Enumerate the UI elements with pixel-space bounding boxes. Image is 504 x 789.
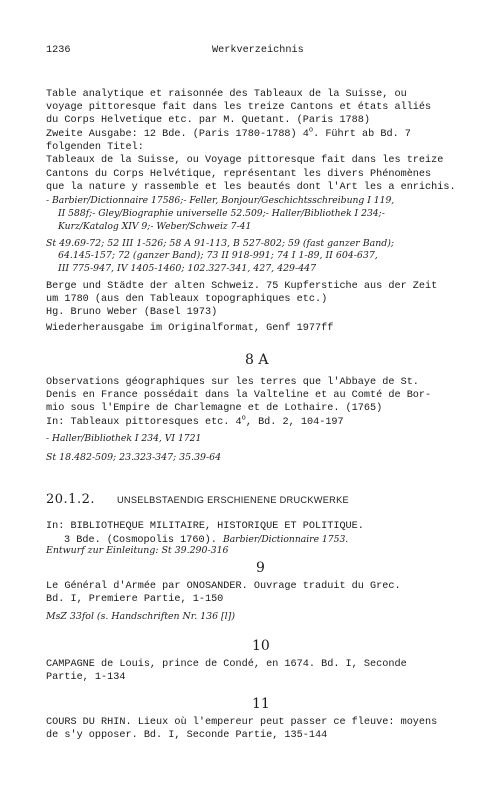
reference-line: - Barbier/Dictionnaire 17586;- Feller, Bonjour/Geschichtsschreibung I 119,: [46, 195, 395, 206]
handwritten-line: St 49.69-72; 52 III 1-526; 58 A 91-113, B 527-802; 59 (fast ganzer Band);: [46, 238, 395, 249]
entry-line: Bd. I, Premiere Partie, 1-150: [46, 594, 224, 606]
entry-10-text: [46, 658, 407, 684]
entry-line: de s'y opposer. Bd. I, Seconde Partie, 135-144: [46, 730, 328, 742]
reprint-line: Hg. Bruno Weber (Basel 1973): [46, 307, 218, 319]
second-edition-title-line: que la nature y rassemble et les beautés dont l'Art les a enrichis.: [46, 181, 456, 193]
section-source: [46, 520, 364, 547]
entry-in-text: In: Tableaux pittoresques etc. 4: [46, 416, 242, 428]
section-heading: [46, 490, 349, 508]
entry-line: Partie, 1-134: [46, 672, 126, 684]
entry-line: mio sous l'Empire de Charlemagne et de Lothaire. (1765): [46, 403, 383, 415]
entry-title-line: voyage pittoresque fait dans les treize Cantons et états alliés: [46, 102, 432, 114]
format-superscript: o: [308, 126, 314, 135]
entry-line: Le Général d'Armée par ONOSANDER. Ouvrage traduit du Grec.: [46, 581, 401, 592]
section-title: UNSELBSTAENDIG ERSCHIENENE DRUCKWERKE: [116, 495, 349, 505]
source-line: In: BIBLIOTHEQUE MILITAIRE, HISTORIQUE ET POLITIQUE.: [46, 521, 364, 532]
reference-line: II 588f;- Gley/Biographie universelle 52.509;- Haller/Bibliothek I 234;-: [58, 208, 385, 220]
entry-number: 10: [252, 638, 270, 654]
bibliographic-references: [46, 194, 394, 234]
reference-line: Kurz/Katalog XIV 9;- Weber/Schweiz 7-41: [58, 221, 252, 233]
second-edition-line: folgenden Titel:: [46, 142, 144, 154]
facsimile-line: Wiederherausgabe im Originalformat, Genf 1977ff: [46, 323, 334, 334]
entry-title-line: du Corps Helvetique etc. par M. Quetant. (Paris 1788): [46, 115, 371, 127]
reprint-line: um 1780 (aus den Tableaux topographiques etc.): [46, 294, 328, 306]
entry-number: 9: [256, 560, 265, 576]
second-edition: [46, 128, 456, 194]
page-number: 1236: [46, 45, 71, 56]
source-reference: Barbier/Dictionnaire 1753.: [222, 534, 349, 546]
second-edition-text: Zweite Ausgabe: 12 Bde. (Paris 1780-1788) 4: [46, 129, 309, 140]
handwritten-line: 64.145-157; 72 (ganzer Band); 73 II 918-991; 74 I 1-89, II 604-637,: [58, 250, 378, 262]
handwritten-annotation: Entwurf zur Einleitung: St 39.290-316: [46, 545, 229, 556]
reprint-entry: [46, 280, 437, 320]
entry-line: [46, 416, 431, 429]
second-edition-title-line: Cantons du Corps Helvétique, représentant les divers Phénomènes: [46, 168, 432, 180]
section-number: 20.1.2.: [46, 492, 95, 507]
entry-in-text: , Bd. 2, 104-197: [245, 416, 344, 428]
second-edition-line: [46, 128, 456, 141]
handwritten-annotation: [46, 238, 394, 275]
entry-line: CAMPAGNE de Louis, prince de Condé, en 1674. Bd. I, Seconde: [46, 659, 407, 670]
entry-8a-reference: [46, 432, 201, 445]
reprint-line: Berge und Städte der alten Schweiz. 75 Kupferstiche aus der Zeit: [46, 281, 438, 292]
handwritten-annotation: St 18.482-509; 23.323-347; 35.39-64: [46, 452, 222, 463]
entry-line: Denis en France possédait dans la Valteline et au Comté de Bor-: [46, 390, 432, 402]
running-title: Werkverzeichnis: [212, 45, 304, 56]
entry-title-line: Table analytique et raisonnée des Tableaux de la Suisse, ou: [46, 89, 407, 100]
entry-8a-text: [46, 376, 431, 429]
reference-line: - Haller/Bibliothek I 234, VI 1721: [46, 433, 202, 444]
handwritten-annotation: MsZ 33fol (s. Handschriften Nr. 136 [l]): [46, 611, 235, 622]
entry-number: 8 A: [245, 352, 269, 368]
source-volumes: 3 Bde. (Cosmopolis 1760).: [64, 535, 223, 547]
entry-number: 11: [252, 696, 270, 712]
entry-title: [46, 88, 431, 128]
entry-line: Observations géographiques sur les terres que l'Abbaye de St.: [46, 377, 419, 388]
second-edition-title-line: Tableaux de la Suisse, ou Voyage pittoresque fait dans les treize: [46, 155, 444, 167]
format-superscript: o: [241, 414, 246, 423]
entry-9-text: [46, 580, 401, 606]
second-edition-text: . Führt ab Bd. 7: [313, 129, 411, 140]
entry-11-text: [46, 716, 437, 742]
handwritten-line: III 775-947, IV 1405-1460; 102.327-341, 427, 429-447: [58, 262, 317, 274]
entry-line: COURS DU RHIN. Lieux où l'empereur peut passer ce fleuve: moyens: [46, 717, 438, 728]
